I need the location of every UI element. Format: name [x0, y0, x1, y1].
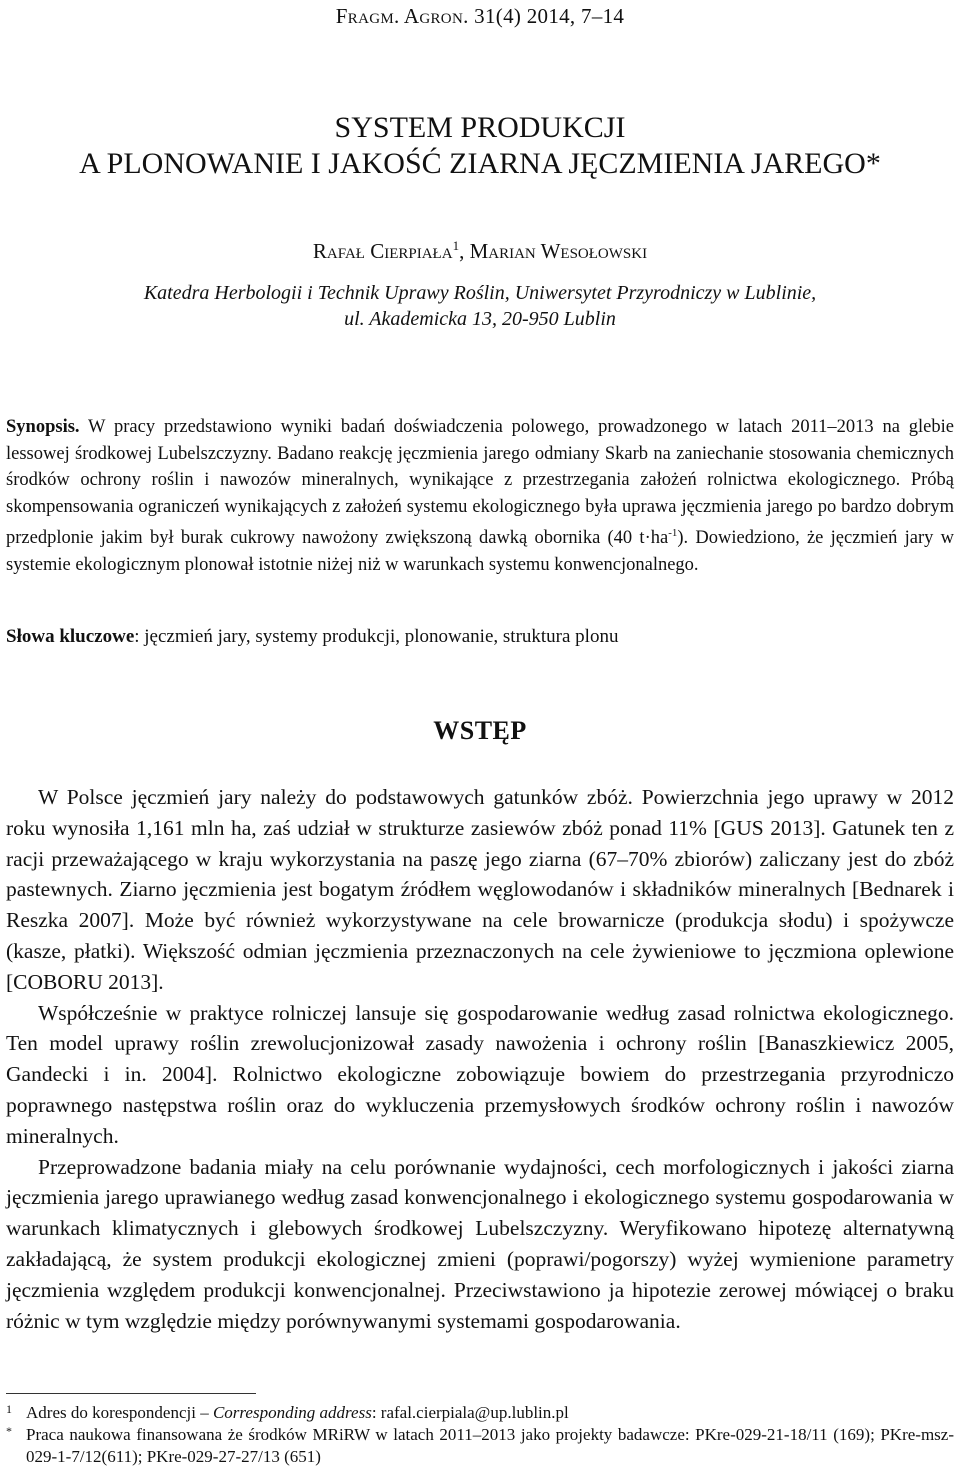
synopsis-text-part-2: ). Dowiedziono, że jęczmień jary w systemie ekologicznym plonował istotnie niżej niż w warunkach systemu konwencjonalnego. — [6, 528, 954, 575]
footnote-1 — [6, 1402, 954, 1424]
footnote-2-mark: * — [6, 1424, 12, 1438]
body-paragraph-3: Przeprowadzone badania miały na celu porównanie wydajności, cech morfologicznych i jakości ziarna jęczmienia jarego uprawianego według zasad konwencjonalnego i ekologicznego systemu gospodarowania w warunkach klimatycznych i glebowych środkowej Lubelszczyzny. Weryfikowano hipotezę alternatywną zakładającą, że system produkcji ekologicznej zmieni (poprawi/pogorszy) wyżej wymienione parametry jęczmienia względem produkcji konwencjonalnej. Przeciwstawiono ja hipotezie zerowej mówiącej o braku różnic w tym względzie między porównywanymi systemami gospodarowania. — [6, 1154, 954, 1333]
footnotes — [6, 1402, 954, 1468]
author-list — [0, 238, 960, 264]
body-paragraph-1: W Polsce jęczmień jary należy do podstawowych gatunków zbóż. Powierzchnia jego uprawy w 2012 roku wynosiła 1,161 mln ha, zaś udział w strukturze zasiewów zbóż ponad 11% [GUS 2013]. Gatunek ten z racji przeważającego w kraju wykorzystania na paszę jego ziarna (67–70% zbiorów) zaliczany jest do zbóż pastewnych. Ziarno jęczmienia jest bogatym źródłem węglowodanów i składników mineralnych [Bednarek i Reszka 2007]. Może być również wykorzystywane na cele browarnicze (produkcja słodu) i spożywcze (kasze, płatki). Większość odmian jęczmienia przeznaczonych na cele żywieniowe to jęczmiona oplewione [COBORU 2013]. — [6, 785, 954, 994]
author-2: Marian Wesołowski — [469, 239, 648, 263]
author-1-footnote-mark: 1 — [452, 238, 460, 253]
footnote-divider — [6, 1393, 256, 1394]
body-paragraph-2: Współcześnie w praktyce rolniczej lansuje się gospodarowanie według zasad rolnictwa ekologicznego. Ten model uprawy roślin zrewolucjonizował zasady nawożenia i ochrony roślin [Banaszkiewicz 2005, Gandecki i in. 2004]. Rolnictwo ekologiczne zobowiązuje bowiem do przestrzegania przyrodniczo poprawnego następstwa roślin oraz do wykluczenia przemysłowych środków ochrony roślin i nawozów mineralnych. — [6, 1000, 954, 1148]
footnote-2 — [6, 1424, 954, 1468]
article-title — [0, 110, 960, 182]
synopsis-exponent: -1 — [668, 527, 678, 539]
footnote-2-text: Praca naukowa finansowana że środków MRiRW w latach 2011–2013 jako projekty badawcze: PKre-029-21-18/11 (169); PKre-msz-029-1-7/12(611); PKre-029-27-27/13 (651) — [26, 1425, 954, 1466]
affiliation-line-1: Katedra Herbologii i Technik Uprawy Roślin, Uniwersytet Przyrodniczy w Lublinie, — [143, 282, 817, 304]
synopsis-label: Synopsis. — [6, 417, 80, 437]
synopsis-text-part-1: W pracy przedstawiono wyniki badań doświadczenia polowego, prowadzonego w latach 2011–2013 na glebie lessowej środkowej Lubelszczyzny. Badano reakcję jęczmienia jarego odmiany Skarb na zaniechanie stosowania chemicznych środków ochrony roślin i nawozów mineralnych, wynikające z przestrzegania założeń rolnictwa ekologicznego. Próbą skompensowania ograniczeń wynikających z założeń systemu ekologicznego była uprawa jęczmienia jarego po bardzo dobrym przedplonie jakim był burak cukrowy nawożony zwiększoną dawką obornika (40 t·ha — [6, 417, 954, 549]
article-title-line-1: SYSTEM PRODUKCJI — [334, 111, 626, 144]
footnote-1-italic: Corresponding address — [212, 1403, 372, 1422]
footnote-1-text-b: : rafal.cierpiala@up.lublin.pl — [371, 1403, 569, 1422]
journal-header: Fragm. Agron. 31(4) 2014, 7–14 — [335, 4, 625, 28]
body-text — [6, 782, 954, 1336]
keywords-text: : jęczmień jary, systemy produkcji, plonowanie, struktura plonu — [134, 626, 619, 647]
article-title-line-2: A PLONOWANIE I JAKOŚĆ ZIARNA JĘCZMIENIA JAREGO* — [79, 147, 881, 180]
affiliation-line-2: ul. Akademicka 13, 20-950 Lublin — [344, 308, 616, 330]
affiliation — [60, 280, 900, 332]
keywords — [6, 624, 954, 650]
author-1: Rafał Cierpiała — [312, 239, 453, 263]
section-heading: WSTĘP — [433, 716, 527, 745]
keywords-label: Słowa kluczowe — [6, 626, 135, 647]
author-separator: , — [459, 239, 470, 263]
synopsis — [6, 414, 954, 578]
footnote-1-text-a: Adres do korespondencji – — [26, 1403, 213, 1422]
footnote-1-mark: 1 — [6, 1402, 12, 1416]
